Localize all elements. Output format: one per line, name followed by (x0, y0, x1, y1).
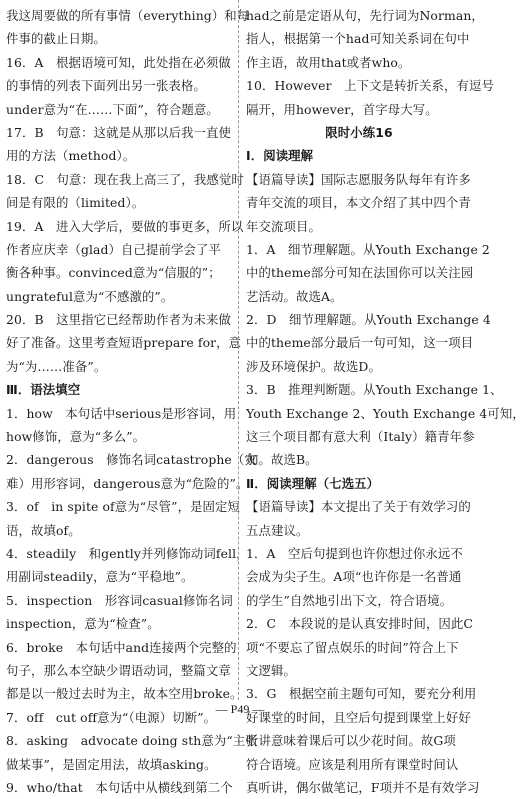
text-line: 间是有限的（limited）。 (6, 195, 145, 211)
text-line: ungrateful意为“不感激的”。 (6, 288, 174, 304)
section-heading: 限时小练16 (325, 124, 393, 140)
text-line: 涉及环境保护。故选D。 (246, 358, 381, 374)
text-line: 会成为尖子生。A项“也许你是一名普通 (246, 569, 462, 585)
text-line: 作主语，故用that或者who。 (246, 54, 411, 70)
text-line: 中的theme部分最后一句可知，这一项目 (246, 335, 474, 351)
text-line: 7．off cut off意为“（电源）切断”。 (6, 709, 217, 725)
text-line: 6．broke 本句话中and连接两个完整的 (6, 639, 237, 655)
text-line: 青年交流的项目，本文介绍了其中四个青 (246, 195, 471, 211)
text-line: 3．G 根据空前主题句可知，要充分利用 (246, 686, 477, 702)
text-line: 19．A 进入大学后，要做的事更多，所以 (6, 218, 244, 234)
text-line: 为“为……准备”。 (6, 358, 107, 374)
text-line: 好课堂的时间，且空后句提到课堂上好好 (246, 709, 471, 725)
text-line: 8．asking advocate doing sth意为“主张 (6, 733, 258, 749)
text-line: 1．how 本句话中serious是形容词，用 (6, 405, 237, 421)
text-line: 好了准备。这里考查短语prepare for，意 (6, 335, 242, 351)
text-line: 【语篇导读】国际志愿服务队每年有许多 (246, 171, 471, 187)
text-line: 的事情的列表下面列出另一张表格。 (6, 78, 206, 94)
text-line: how修饰，意为“多么”。 (6, 429, 146, 445)
text-line: 句子，那么本空缺少谓语动词，整篇文章 (6, 662, 231, 678)
text-line: 2．C 本段说的是认真安排时间，因此C (246, 616, 473, 632)
text-line: 都是以一般过去时为主，故本空用broke。 (6, 686, 243, 702)
text-line: 【语篇导读】本文提出了关于有效学习的 (246, 499, 471, 515)
text-line: 听讲意味着课后可以少花时间。故G项 (246, 733, 456, 749)
text-line: 1．A 空后句提到也许你想过你永远不 (246, 545, 463, 561)
text-line: 语，故填of。 (6, 522, 81, 538)
text-line: 符合语境。应该是利用所有课堂时间认 (246, 756, 459, 772)
text-line: 20．B 这里指它已经帮助作者为未来做 (6, 312, 232, 328)
text-line: 3．of in spite of意为“尽管”，是固定短 (6, 499, 241, 515)
text-line: 艺活动。故选A。 (246, 288, 343, 304)
text-line: 难）用形容词，dangerous意为“危险的”。 (6, 475, 249, 491)
text-line: Youth Exchange 2、Youth Exchange 4可知， (246, 405, 525, 421)
text-line: 加。故选B。 (246, 452, 318, 468)
text-line: 项“不要忘了留点娱乐的时间”符合上下 (246, 639, 459, 655)
page-number: — P49 — (215, 702, 265, 716)
text-line: 2．D 细节理解题。从Youth Exchange 4 (246, 312, 491, 328)
text-line: inspection，意为“检查”。 (6, 616, 160, 632)
text-line: 五点建议。 (246, 522, 309, 538)
text-line: 做某事”，是固定用法，故填asking。 (6, 756, 217, 772)
text-line: 2．dangerous 修饰名词catastrophe（灾 (6, 452, 257, 468)
text-line: 作者应庆幸（glad）自己提前学会了平 (6, 241, 221, 257)
text-line: 文逻辑。 (246, 662, 296, 678)
section-heading: Ⅰ．阅读理解 (246, 148, 314, 164)
column-divider (238, 0, 239, 700)
text-line: 5．inspection 形容词casual修饰名词 (6, 592, 233, 608)
text-line: 真听讲，偶尔做笔记，F项并不是有效学习 (246, 779, 480, 795)
text-line: under意为“在……下面”，符合题意。 (6, 101, 219, 117)
text-line: 用的方法（method）。 (6, 148, 136, 164)
text-line: 的学生”自然地引出下文，符合语境。 (246, 592, 453, 608)
text-line: 我这周要做的所有事情（everything）和每 (6, 8, 250, 23)
text-line: 9．who/that 本句话中从横线到第二个 (6, 779, 233, 795)
text-line: 18．C 句意：现在我上高三了，我感觉时 (6, 171, 244, 187)
text-line: 指人，根据第一个had可知关系词在句中 (246, 31, 470, 47)
text-line: 中的theme部分可知在法国你可以关注园 (246, 265, 474, 281)
text-line: 4．steadily 和gently并列修饰动词fell， (6, 545, 249, 561)
right-column (246, 4, 525, 799)
section-heading: Ⅲ．语法填空 (6, 382, 81, 398)
text-line: 用副词steadily，意为“平稳地”。 (6, 569, 194, 585)
text-line: 16．A 根据语境可知，此处指在必须做 (6, 54, 231, 70)
text-line: 这三个项目都有意大利（Italy）籍青年参 (246, 429, 475, 445)
text-line: 隔开，用however，首字母大写。 (246, 101, 438, 117)
text-line: had之前是定语从句，先行词为Norman， (246, 8, 484, 23)
text-line: 1．A 细节理解题。从Youth Exchange 2 (246, 241, 490, 257)
text-line: 衡各种事。convinced意为“信服的”； (6, 265, 221, 281)
section-heading: Ⅱ．阅读理解（七选五） (246, 475, 380, 491)
text-line: 17．B 句意：这就是从那以后我一直使 (6, 124, 232, 140)
text-line: 10．However 上下文是转折关系，有逗号 (246, 78, 494, 94)
text-line: 3．B 推理判断题。从Youth Exchange 1、 (246, 382, 503, 398)
text-line: 年交流项目。 (246, 218, 321, 234)
text-line: 件事的截止日期。 (6, 31, 106, 47)
